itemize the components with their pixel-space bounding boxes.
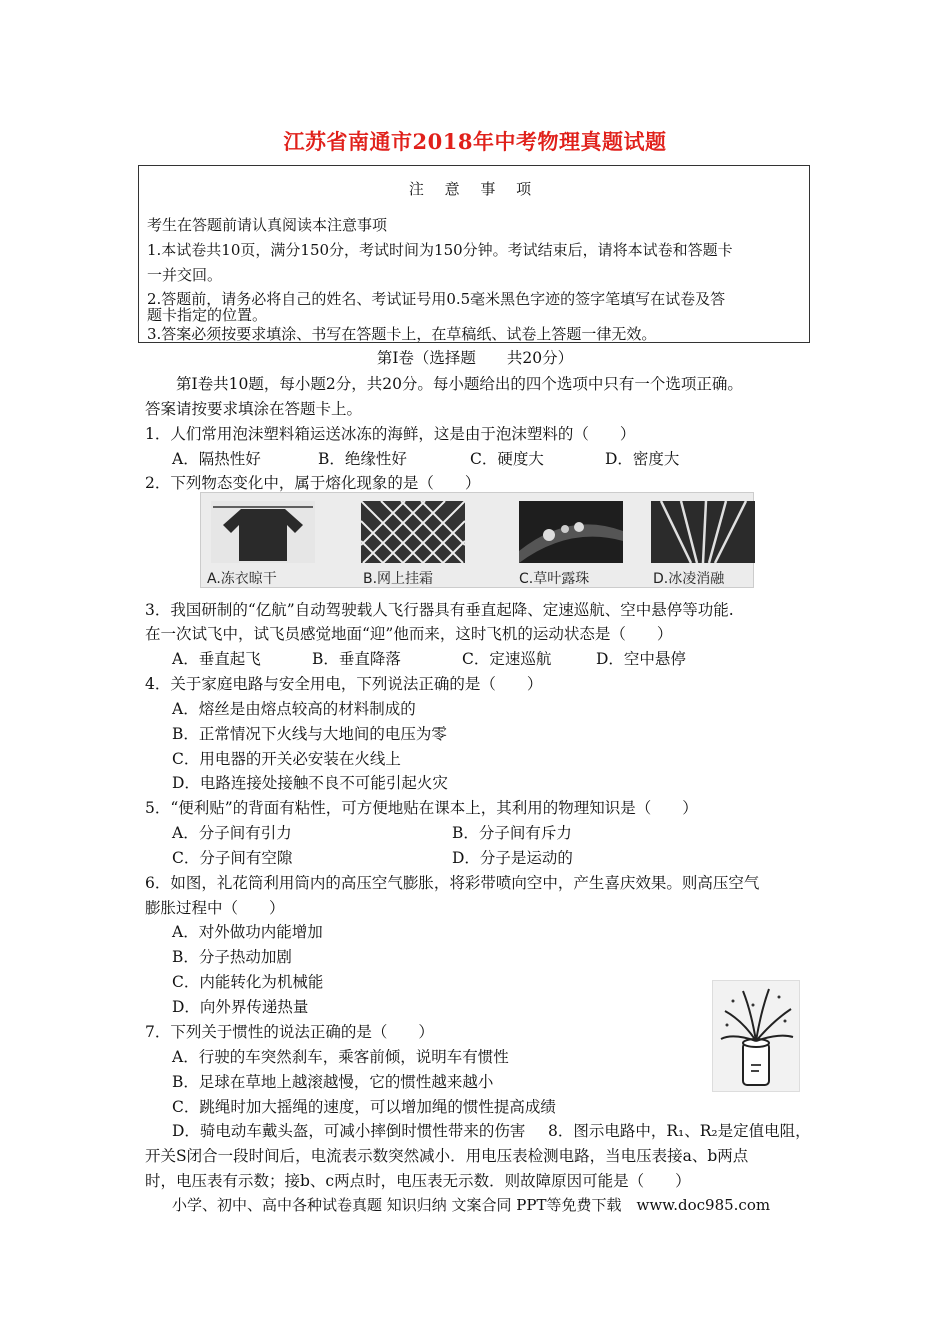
frost-net-image [361,501,465,563]
option: A．分子间有引力 [172,824,292,842]
section-heading: 第Ⅰ卷（选择题 共20分） [376,349,574,367]
option: C．分子间有空隙 [172,849,293,867]
question-stem: 膨胀过程中（ ） [145,899,285,917]
option: C．定速巡航 [462,650,552,668]
notice-line: 3.答案必须按要求填涂、书写在答题卡上，在草稿纸、试卷上答题一律无效。 [147,325,657,343]
question-stem: 1．人们常用泡沫塑料箱运送冰冻的海鲜，这是由于泡沫塑料的（ ） [145,425,636,443]
question-stem: 7．下列关于惯性的说法正确的是（ ） [145,1023,434,1041]
question-stem: 开关S闭合一段时间后，电流表示数突然减小．用电压表检测电路，当电压表接a、b两点 [145,1147,749,1165]
question-stem: 在一次试飞中，试飞员感觉地面“迎”他而来，这时飞机的运动状态是（ ） [145,625,673,643]
document-title: 江苏省南通市2018年中考物理真题试题 [283,129,667,154]
option: D．空中悬停 [596,650,686,668]
option: C．跳绳时加大摇绳的速度，可以增加绳的惯性提高成绩 [172,1098,556,1116]
question-stem: 2．下列物态变化中，属于熔化现象的是（ ） [145,474,481,492]
option: B．足球在草地上越滚越慢，它的惯性越来越小 [172,1073,494,1091]
option: D．分子是运动的 [452,849,573,867]
option: A．隔热性好 [172,450,261,468]
option: B．分子间有斥力 [452,824,572,842]
notice-box [138,165,810,343]
question-stem: 3．我国研制的“亿航”自动驾驶载人飞行器具有垂直起降、定速巡航、空中悬停等功能. [145,601,734,619]
question-stem: 8．图示电路中，R₁、R₂是定值电阻， [548,1122,811,1140]
frozen-clothes-image [211,501,315,563]
dewdrop-leaf-image [519,501,623,563]
option: C．内能转化为机械能 [172,973,324,991]
option: D．骑电动车戴头盔，可减小摔倒时惯性带来的伤害 [172,1122,526,1140]
section-intro: 第Ⅰ卷共10题，每小题2分，共20分。每小题给出的四个选项中只有一个选项正确。 [176,375,743,393]
notice-line: 2.答题前，请务必将自己的姓名、考试证号用0.5毫米黑色字迹的签字笔填写在试卷及答 [147,290,726,308]
option: C．用电器的开关必安装在火线上 [172,750,401,768]
notice-line: 1.本试卷共10页，满分150分，考试时间为150分钟。考试结束后，请将本试卷和答题卡 [147,241,733,259]
notice-heading: 注 意 事 项 [408,180,540,198]
party-popper-figure [712,980,800,1092]
figure-caption: D.冰凌消融 [653,571,725,587]
option: A．对外做功内能增加 [172,923,323,941]
option: D．密度大 [605,450,680,468]
question-stem: 6．如图，礼花筒利用筒内的高压空气膨胀，将彩带喷向空中，产生喜庆效果。则高压空气 [145,874,760,892]
option: A．垂直起飞 [172,650,261,668]
option: D．电路连接处接触不良不可能引起火灾 [172,774,448,792]
option: B．正常情况下火线与大地间的电压为零 [172,725,447,743]
notice-line: 题卡指定的位置。 [147,306,268,324]
notice-line: 考生在答题前请认真阅读本注意事项 [147,216,388,234]
notice-line: 一并交回。 [147,266,223,284]
figure-caption: B.网上挂霜 [363,571,434,587]
melting-icicle-image [651,501,755,563]
option: D．向外界传递热量 [172,998,309,1016]
question-stem: 5．“便利贴”的背面有粘性，可方便地贴在课本上，其利用的物理知识是（ ） [145,799,698,817]
question-stem: 4．关于家庭电路与安全用电，下列说法正确的是（ ） [145,675,543,693]
option: B．绝缘性好 [318,450,407,468]
q2-figure-strip [200,492,754,588]
option: A．行驶的车突然刹车，乘客前倾，说明车有惯性 [172,1048,509,1066]
option: B．垂直降落 [312,650,401,668]
figure-caption: A.冻衣晾干 [207,571,277,587]
option: A．熔丝是由熔点较高的材料制成的 [172,700,416,718]
option: B．分子热动加剧 [172,948,292,966]
section-intro: 答案请按要求填涂在答题卡上。 [145,400,363,418]
question-stem: 时，电压表有示数；接b、c两点时，电压表无示数．则故障原因可能是（ ） [145,1172,691,1190]
party-popper-image [713,981,799,1091]
figure-caption: C.草叶露珠 [519,571,590,587]
footer-text: 小学、初中、高中各种试卷真题 知识归纳 文案合同 PPT等免费下载 www.doc985.com [172,1196,771,1214]
option: C．硬度大 [470,450,544,468]
